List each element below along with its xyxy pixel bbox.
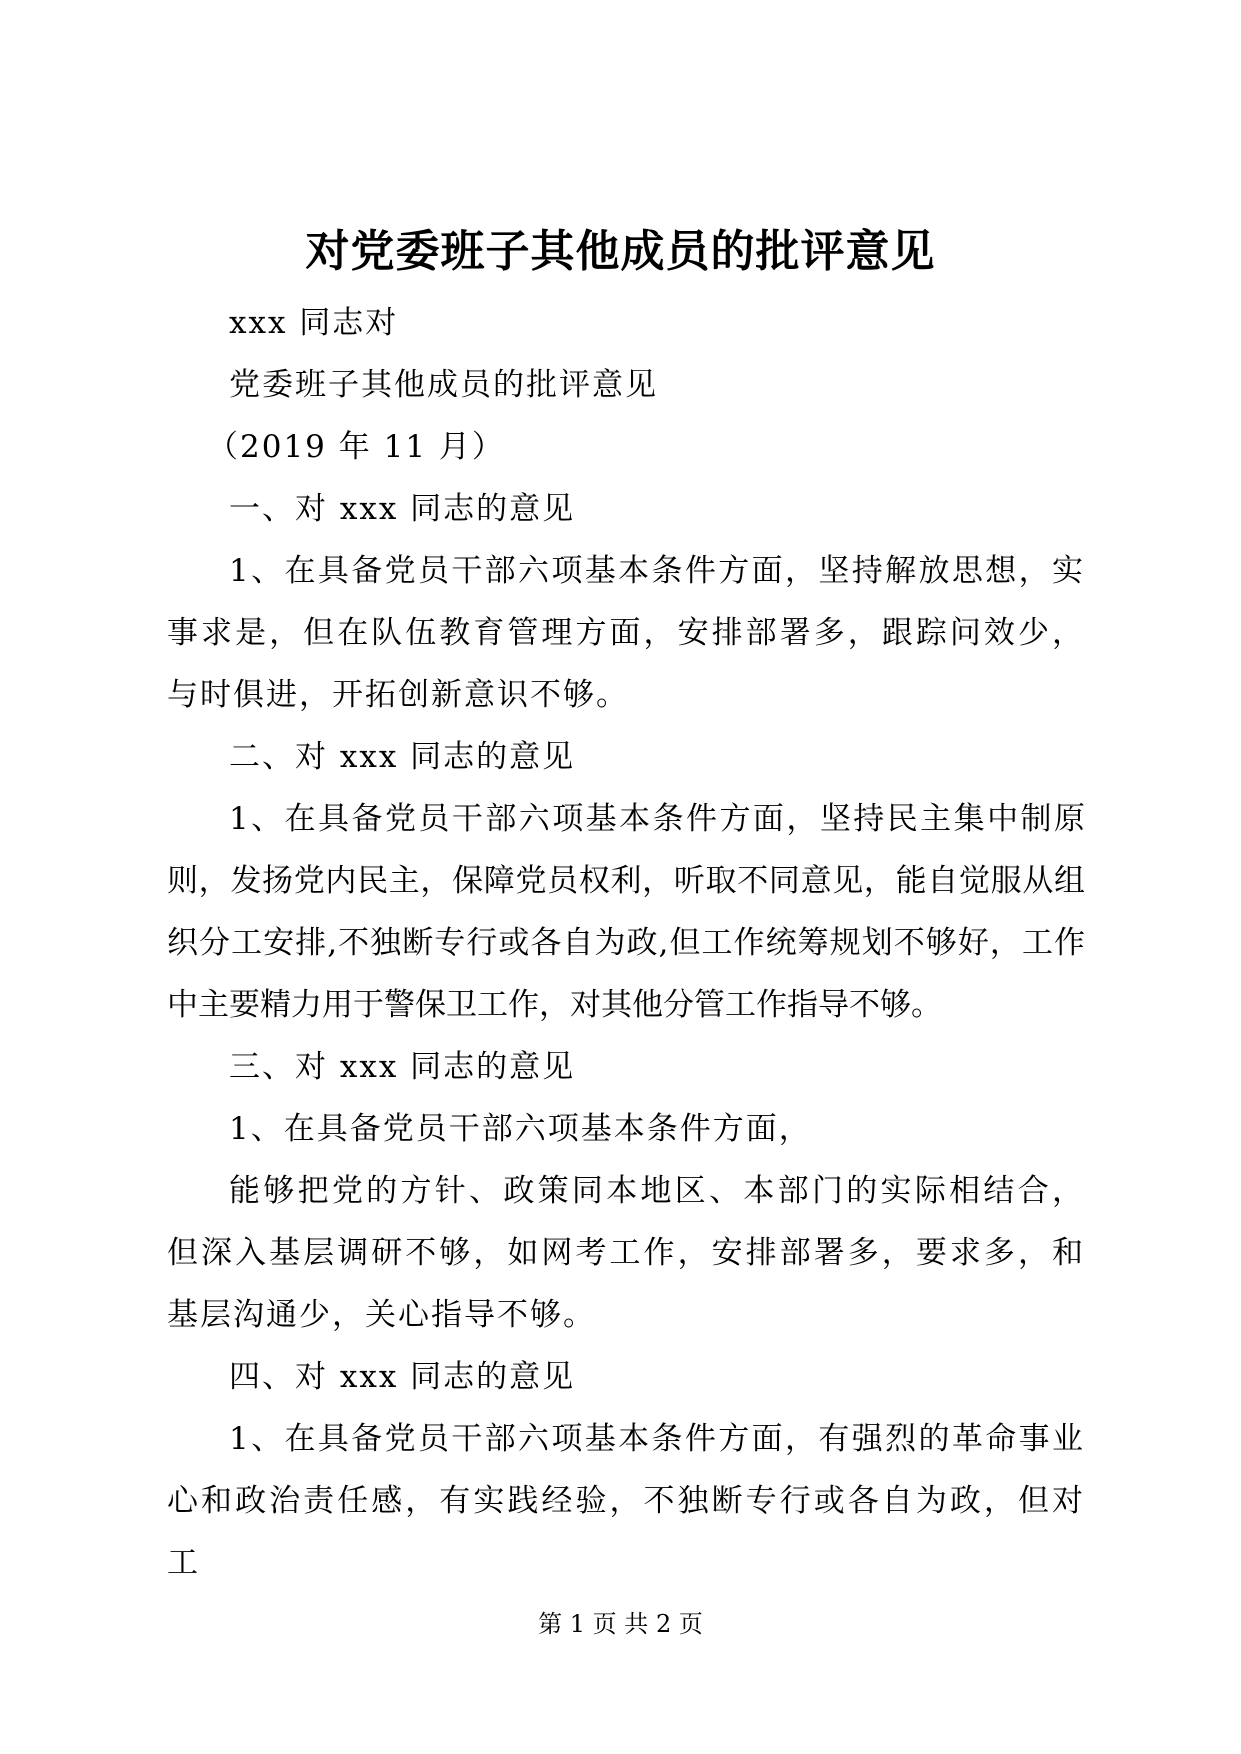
document-title: 对党委班子其他成员的批评意见 [305,226,936,277]
paragraph-section-1: 1、在具备党员干部六项基本条件方面，坚持解放思想，实事求是，但在队伍教育管理方面，安排部署多，跟踪问效少，与时俱进，开拓创新意识不够。 [167,553,1085,713]
paragraph-date: （2019 年 11 月） [207,429,505,465]
paragraph-section-3-b: 能够把党的方针、政策同本地区、本部门的实际相结合，但深入基层调研不够，如网考工作，安排部署多，要求多，和基层沟通少，关心指导不够。 [167,1173,1085,1333]
paragraph-subtitle: 党委班子其他成员的批评意见 [229,367,658,403]
paragraph-addressee: xxx 同志对 [229,305,399,341]
page-footer: 第 1 页 共 2 页 [538,1610,703,1638]
document-body [167,292,1085,1594]
paragraph-section-2: 1、在具备党员干部六项基本条件方面，坚持民主集中制原则，发扬党内民主，保障党员权利，听取不同意见，能自觉服从组织分工安排,不独断专行或各自为政,但工作统筹规划不够好，工作中主要精力用于警保卫工作，对其他分管工作指导不够。 [167,801,1085,1023]
section-heading-3: 三、对 xxx 同志的意见 [229,1049,576,1085]
paragraph-section-3-a: 1、在具备党员干部六项基本条件方面， [229,1111,812,1147]
paragraph-section-4: 1、在具备党员干部六项基本条件方面，有强烈的革命事业心和政治责任感，有实践经验，不独断专行或各自为政，但对工 [167,1421,1085,1581]
section-heading-2: 二、对 xxx 同志的意见 [229,739,576,775]
section-heading-1: 一、对 xxx 同志的意见 [229,491,576,527]
section-heading-4: 四、对 xxx 同志的意见 [229,1359,576,1395]
